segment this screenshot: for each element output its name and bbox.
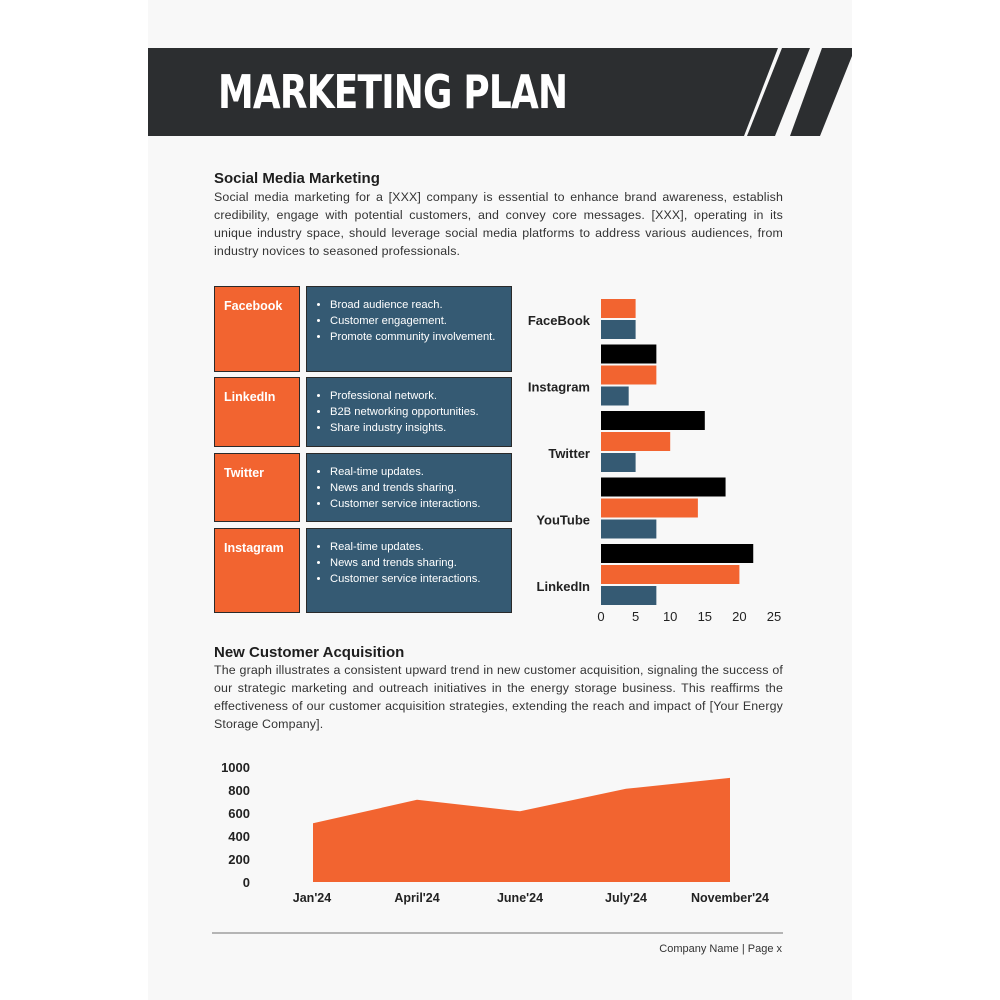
list-item: • Real-time updates. [330,539,507,555]
list-item: • B2B networking opportunities. [330,404,507,420]
acquisition-area-chart [210,752,790,912]
social-section-title: Social Media Marketing [214,170,380,187]
acquisition-paragraph: The graph illustrates a consistent upward trend in new customer acquisition, signaling the success of our strategic marketing and outreach initiatives in the energy storage business. This reaffirms the effectiveness of our customer acquisition strategies, extending the reach and impact of [Your Energy Storage Company]. [214,663,783,731]
x-tick-label: 0 [597,609,605,624]
list-item: • Share industry insights. [330,420,507,436]
x-tick-label: Jan'24 [292,891,332,905]
list-item: • Real-time updates. [330,464,507,480]
x-tick-label: November'24 [690,891,770,905]
bar [601,453,636,472]
social-bar-chart [516,286,796,631]
bar [601,366,656,385]
bar [601,387,629,406]
y-tick-label: 600 [228,806,250,821]
bar [601,299,636,318]
list-item: • Customer engagement. [330,313,507,329]
header-banner [148,48,852,136]
platform-description [306,377,512,447]
area-series [313,778,730,882]
category-label: Twitter [548,446,590,461]
x-tick-label: July'24 [605,891,647,905]
category-label: LinkedIn [536,579,590,594]
y-tick-label: 800 [228,783,250,798]
bar [601,520,656,539]
platform-description [306,453,512,522]
bar [601,320,636,339]
bar [601,432,670,451]
x-tick-label: 25 [766,609,782,624]
y-tick-label: 0 [242,875,250,890]
platform-label: Twitter [214,453,300,522]
bar [601,586,656,605]
bar [601,411,705,430]
list-item: • Customer service interactions. [330,571,507,587]
bar [601,345,656,364]
x-tick-label: 20 [732,609,747,624]
x-tick-label: 15 [697,609,713,624]
list-item: • Promote community involvement. [330,329,507,345]
platform-description [306,286,512,372]
bar [601,499,698,518]
list-item: • Professional network. [330,388,507,404]
bar [601,565,739,584]
x-tick-label: June'24 [496,891,544,905]
x-tick-label: April'24 [394,891,440,905]
list-item: • News and trends sharing. [330,555,507,571]
list-item: • Broad audience reach. [330,297,507,313]
platform-description [306,528,512,613]
list-item: • News and trends sharing. [330,480,507,496]
category-label: YouTube [536,512,590,528]
x-tick-label: 5 [631,609,640,624]
bar [601,478,726,497]
platform-label: Instagram [214,528,300,613]
footer-divider [212,932,783,934]
platform-label: LinkedIn [214,377,300,447]
x-tick-label: 10 [662,609,678,624]
category-label: Instagram [527,379,590,395]
bar [601,544,753,563]
y-tick-label: 1000 [221,760,250,775]
platform-label: Facebook [214,286,300,372]
acquisition-section-title: New Customer Acquisition [214,644,405,661]
social-paragraph: Social media marketing for a [XXX] company is essential to enhance brand awareness, establish credibility, engage with potential customers, and convey core messages. [XXX], operating in its unique industry space, should leverage social media platforms to address various audiences, from industry novices to seasoned professionals. [214,190,783,258]
page-title: MARKETING PLAN [218,65,568,119]
category-label: FaceBook [527,313,590,328]
list-item: • Customer service interactions. [330,496,507,512]
footer-text: Company Name | Page x [659,943,782,955]
y-tick-label: 400 [228,829,250,844]
y-tick-label: 200 [228,852,250,867]
